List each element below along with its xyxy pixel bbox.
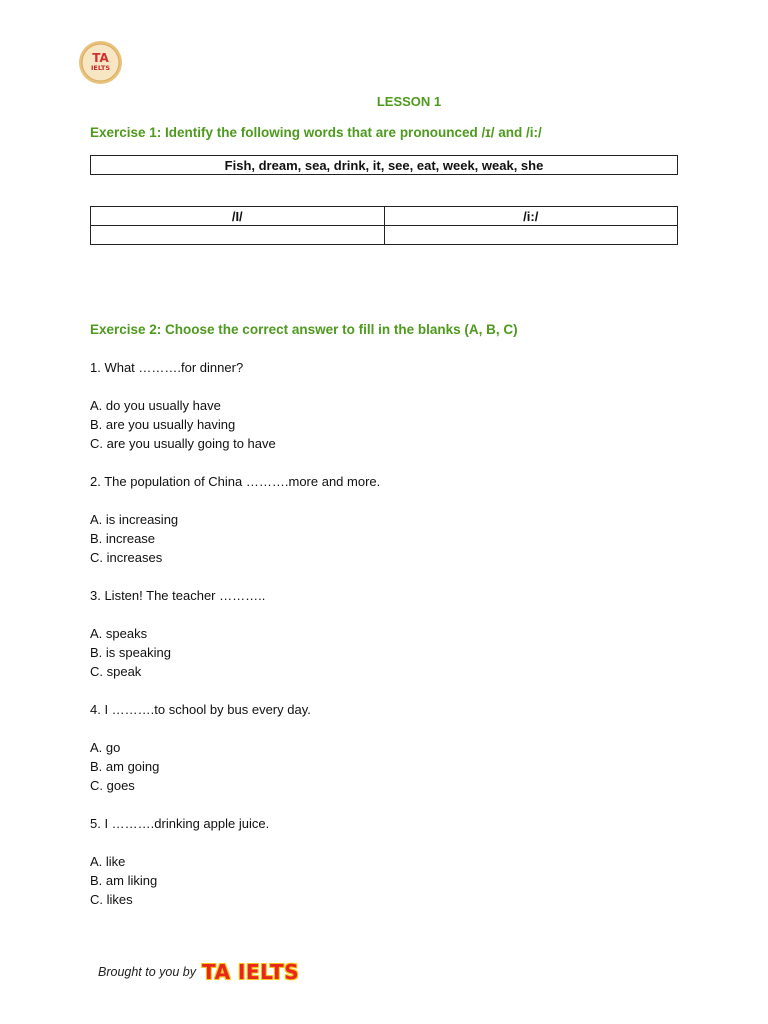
option-c: C. likes xyxy=(90,892,133,907)
column-long-i: /i:/ xyxy=(384,207,678,226)
option-c: C. are you usually going to have xyxy=(90,436,276,451)
question-block xyxy=(90,358,690,453)
exercise-2-title: Exercise 2: Choose the correct answer to fill in the blanks (A, B, C) xyxy=(90,322,518,337)
word-list-table xyxy=(90,155,678,175)
word-list: Fish, dream, sea, drink, it, see, eat, week, weak, she xyxy=(91,156,678,175)
question-4: 4. I ……….to school by bus every day. xyxy=(90,702,311,717)
option-b: B. am liking xyxy=(90,873,158,888)
question-2: 2. The population of China ……….more and more. xyxy=(90,474,381,489)
question-5: 5. I ……….drinking apple juice. xyxy=(90,816,270,831)
ta-ielts-logo xyxy=(78,40,123,85)
option-b: B. increase xyxy=(90,531,156,546)
column-short-i: /I/ xyxy=(91,207,385,226)
option-c: C. speak xyxy=(90,664,142,679)
option-a: A. speaks xyxy=(90,626,148,641)
exercise-1-title: Exercise 1: Identify the following words that are pronounced /ɪ/ and /i:/ xyxy=(90,125,542,140)
option-c: C. goes xyxy=(90,778,135,793)
lesson-title: LESSON 1 xyxy=(376,94,442,109)
answer-cell-long-i[interactable] xyxy=(384,226,678,245)
question-list xyxy=(90,358,690,928)
option-b: B. are you usually having xyxy=(90,417,236,432)
svg-text:IELTS: IELTS xyxy=(90,64,111,72)
option-b: B. is speaking xyxy=(90,645,171,660)
footer-branding xyxy=(98,960,299,984)
sound-sort-table xyxy=(90,206,678,245)
question-block xyxy=(90,586,690,681)
answer-cell-short-i[interactable] xyxy=(91,226,385,245)
option-b: B. am going xyxy=(90,759,160,774)
question-3: 3. Listen! The teacher ……….. xyxy=(90,588,266,603)
option-a: A. like xyxy=(90,854,126,869)
question-block xyxy=(90,700,690,795)
option-a: A. is increasing xyxy=(90,512,179,527)
footer-brand-logo: TA IELTS xyxy=(201,960,300,984)
question-1: 1. What ……….for dinner? xyxy=(90,360,244,375)
svg-text:TA: TA xyxy=(92,51,109,65)
footer-brought-text: Brought to you by xyxy=(98,965,196,979)
option-c: C. increases xyxy=(90,550,163,565)
option-a: A. go xyxy=(90,740,121,755)
option-a: A. do you usually have xyxy=(90,398,221,413)
question-block xyxy=(90,472,690,567)
question-block xyxy=(90,814,690,909)
